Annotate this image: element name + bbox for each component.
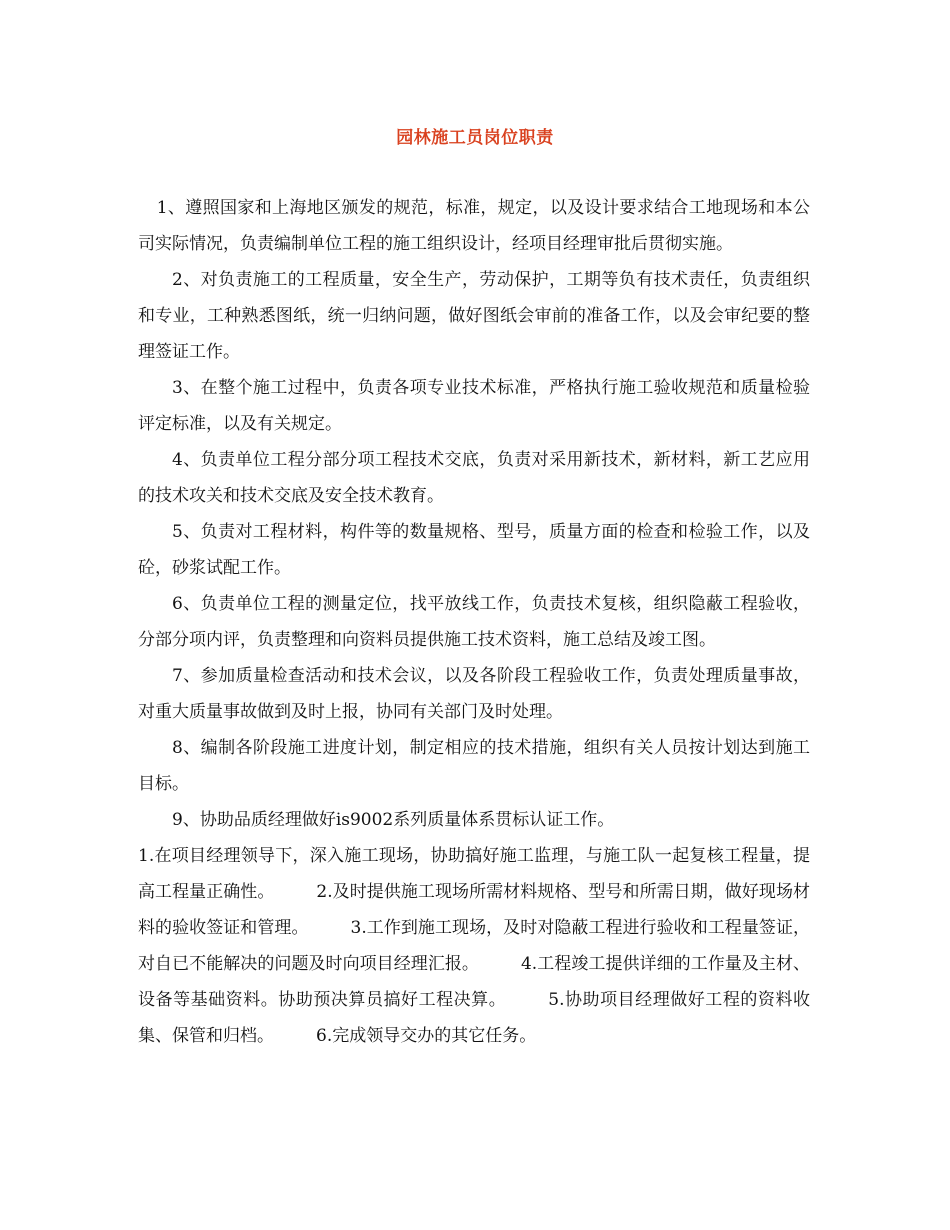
paragraph-9: 9、协助品质经理做好is9002系列质量体系贯标认证工作。 [172, 810, 615, 830]
document-title: 园林施工员岗位职责 [396, 128, 554, 148]
paragraph-2: 2、对负责施工的工程质量，安全生产，劳动保护，工期等负有技术责任，负责组织和专业，工种熟悉图纸，统一归纳问题，做好图纸会审前的准备工作，以及会审纪要的整理签证工作。 [138, 270, 810, 362]
duty-6: 6.完成领导交办的其它任务。 [316, 1026, 537, 1046]
document-body [138, 190, 810, 1054]
paragraph-6: 6、负责单位工程的测量定位，找平放线工作，负责技术复核，组织隐蔽工程验收，分部分项内评，负责整理和向资料员提供施工技术资料，施工总结及竣工图。 [138, 594, 810, 650]
paragraph-3: 3、在整个施工过程中，负责各项专业技术标准，严格执行施工验收规范和质量检验评定标准，以及有关规定。 [138, 378, 810, 434]
paragraph-4: 4、负责单位工程分部分项工程技术交底，负责对采用新技术，新材料，新工艺应用的技术攻关和技术交底及安全技术教育。 [138, 450, 810, 506]
paragraph-5: 5、负责对工程材料，构件等的数量规格、型号，质量方面的检查和检验工作，以及砼，砂浆试配工作。 [138, 522, 810, 578]
paragraph-7: 7、参加质量检查活动和技术会议，以及各阶段工程验收工作，负责处理质量事故，对重大质量事故做到及时上报，协同有关部门及时处理。 [138, 666, 810, 722]
duty-2: 2.及时提供施工现场所需材料规格、型号和所需日期，做好现场材料的验收签证和管理。 [138, 882, 811, 938]
duty-3: 3.工作到施工现场，及时对隐蔽工程进行验收和工程量签证，对自已不能解决的问题及时向项目经理汇报。 [138, 918, 811, 974]
duty-5: 5.协助项目经理做好工程的资料收集、保管和归档。 [138, 990, 810, 1046]
paragraph-1: 1、遵照国家和上海地区颁发的规范，标准，规定，以及设计要求结合工地现场和本公司实际情况，负责编制单位工程的施工组织设计，经项目经理审批后贯彻实施。 [138, 198, 810, 254]
duty-4: 4.工程竣工提供详细的工作量及主材、设备等基础资料。协助预决算员搞好工程决算。 [138, 954, 810, 1010]
paragraph-8: 8、编制各阶段施工进度计划，制定相应的技术措施，组织有关人员按计划达到施工目标。 [138, 738, 810, 794]
duty-1: 1.在项目经理领导下，深入施工现场，协助搞好施工监理，与施工队一起复核工程量，提高工程量正确性。 [138, 846, 810, 902]
duties-paragraph [138, 838, 810, 1054]
